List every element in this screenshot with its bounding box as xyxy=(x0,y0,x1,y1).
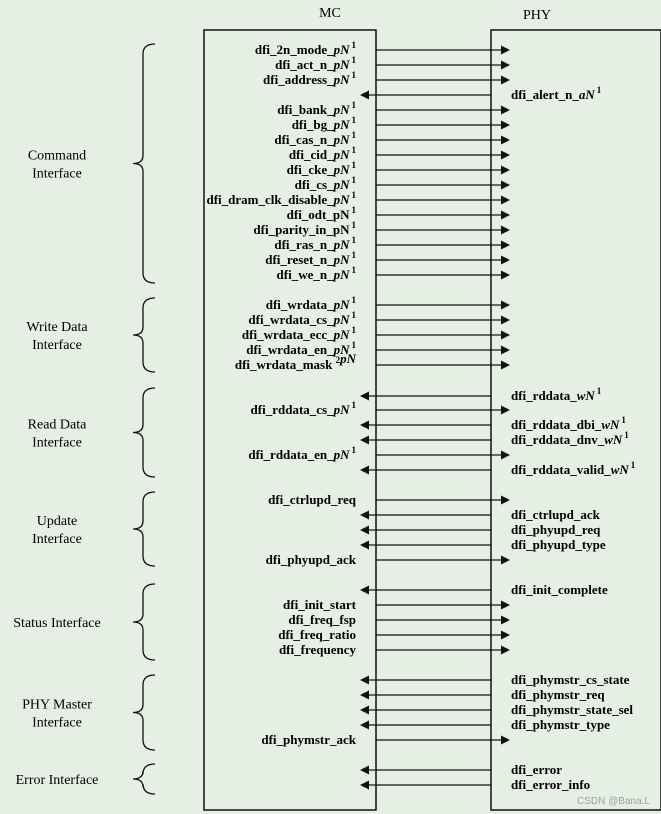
arrow-right-icon xyxy=(501,106,510,115)
signal-label: dfi_parity_in_pN $^1$ xyxy=(253,220,356,237)
signal-label: dfi_phymstr_cs_state xyxy=(511,672,630,687)
signal-label: dfi_ras_n_pN $^1$ xyxy=(274,235,356,252)
group-label: Interface xyxy=(32,435,82,451)
signal-label: dfi_wrdata_ecc_pN $^1$ xyxy=(241,325,356,342)
signal-row xyxy=(246,340,510,357)
group-label: Interface xyxy=(32,338,82,353)
signal-row xyxy=(360,522,601,537)
arrow-right-icon xyxy=(501,256,510,265)
group-label: Write Data xyxy=(26,320,88,335)
signal-row xyxy=(248,310,510,327)
signal-label: dfi_rddata_wN $^1$ xyxy=(511,386,602,403)
arrow-left-icon xyxy=(360,466,369,475)
signal-label: dfi_rddata_cs_pN $^1$ xyxy=(250,400,356,417)
signal-label: dfi_wrdata_en_pN $^1$ xyxy=(246,340,356,357)
group-brace xyxy=(133,388,155,477)
signal-row xyxy=(360,672,630,687)
signal-row xyxy=(360,687,605,702)
signal-label: dfi_cke_pN $^1$ xyxy=(286,160,356,177)
signal-row xyxy=(360,85,602,102)
signal-label: dfi_phyupd_ack xyxy=(265,552,356,567)
signal-row xyxy=(360,717,610,732)
arrow-right-icon xyxy=(501,271,510,280)
group-label: Read Data xyxy=(27,417,87,433)
arrow-left-icon xyxy=(360,541,369,550)
signal-label: dfi_phymstr_ack xyxy=(261,732,356,747)
signal-label: dfi_wrdata_mask $^2$pN xyxy=(234,351,356,372)
signal-label: dfi_frequency xyxy=(278,642,356,657)
arrow-right-icon xyxy=(501,196,510,205)
arrow-right-icon xyxy=(501,601,510,610)
signal-row xyxy=(263,70,510,87)
arrow-right-icon xyxy=(501,361,510,370)
signal-row xyxy=(292,115,510,132)
arrow-right-icon xyxy=(501,496,510,505)
signal-row xyxy=(279,642,510,657)
arrow-right-icon xyxy=(501,406,510,415)
signal-label: dfi_bank_pN $^1$ xyxy=(277,100,356,117)
arrow-left-icon xyxy=(360,721,369,730)
signal-label: dfi_address_pN $^1$ xyxy=(263,70,356,87)
arrow-right-icon xyxy=(501,736,510,745)
signal-row xyxy=(360,537,606,552)
signal-label: dfi_ctrlupd_req xyxy=(268,492,356,507)
signal-row xyxy=(360,415,626,432)
arrow-right-icon xyxy=(501,226,510,235)
arrow-left-icon xyxy=(360,511,369,520)
arrow-right-icon xyxy=(501,61,510,70)
signal-label: dfi_cs_pN $^1$ xyxy=(294,175,356,192)
signal-row xyxy=(287,205,510,222)
signal-label: dfi_phyupd_type xyxy=(511,537,606,552)
arrow-right-icon xyxy=(501,136,510,145)
signal-row xyxy=(274,130,510,147)
arrow-right-icon xyxy=(501,211,510,220)
signal-label: dfi_rddata_en_pN $^1$ xyxy=(248,445,356,462)
signal-row xyxy=(288,612,510,627)
signal-row xyxy=(360,507,601,522)
signal-row xyxy=(255,40,510,57)
arrow-left-icon xyxy=(360,392,369,401)
signal-label: dfi_wrdata_pN $^1$ xyxy=(265,295,356,312)
arrow-right-icon xyxy=(501,331,510,340)
group-label: Command xyxy=(27,148,87,164)
signal-label: dfi_rddata_dbi_wN $^1$ xyxy=(511,415,626,432)
signal-list xyxy=(206,40,635,792)
arrow-right-icon xyxy=(501,151,510,160)
signal-row xyxy=(287,160,510,177)
arrow-left-icon xyxy=(360,781,369,790)
signal-label: dfi_phymstr_type xyxy=(511,717,610,732)
signal-label: dfi_init_complete xyxy=(511,582,608,597)
arrow-right-icon xyxy=(501,556,510,565)
group-label: Interface xyxy=(32,166,82,182)
signal-row xyxy=(274,235,510,252)
arrow-left-icon xyxy=(360,91,369,100)
signal-row xyxy=(277,100,510,117)
group-brace xyxy=(133,44,155,283)
signal-row xyxy=(206,190,510,207)
arrow-right-icon xyxy=(501,631,510,640)
signal-label: dfi_phyupd_req xyxy=(511,522,601,537)
signal-row xyxy=(261,732,510,747)
signal-row xyxy=(360,762,562,777)
arrow-right-icon xyxy=(501,316,510,325)
signal-label: dfi_bg_pN $^1$ xyxy=(291,115,356,132)
signal-row xyxy=(277,265,510,282)
signal-label: dfi_error xyxy=(511,762,563,777)
signal-label: dfi_freq_fsp xyxy=(288,612,356,627)
group-label: Interface xyxy=(32,532,82,547)
group-brace xyxy=(133,298,155,372)
group-label: PHY Master xyxy=(22,697,92,713)
mc-column-label: MC xyxy=(319,6,341,21)
arrow-right-icon xyxy=(501,76,510,85)
signal-label: dfi_cid_pN $^1$ xyxy=(288,145,356,162)
signal-row xyxy=(295,175,510,192)
group-brace xyxy=(133,492,155,566)
signal-row xyxy=(278,627,510,642)
signal-row xyxy=(360,430,629,447)
signal-row xyxy=(266,295,510,312)
arrow-right-icon xyxy=(501,616,510,625)
arrow-left-icon xyxy=(360,526,369,535)
group-brace xyxy=(133,764,155,794)
arrow-right-icon xyxy=(501,46,510,55)
signal-label: dfi_we_n_pN $^1$ xyxy=(276,265,356,282)
signal-label: dfi_2n_mode_pN $^1$ xyxy=(254,40,356,57)
interface-groups xyxy=(13,44,155,794)
signal-label: dfi_phymstr_state_sel xyxy=(511,702,634,717)
signal-label: dfi_odt_pN $^1$ xyxy=(286,205,356,222)
group-label: Error Interface xyxy=(15,773,99,788)
arrow-right-icon xyxy=(501,241,510,250)
phy-column-label: PHY xyxy=(522,8,552,23)
signal-label: dfi_freq_ratio xyxy=(278,627,356,642)
signal-row xyxy=(360,460,636,477)
signal-row xyxy=(248,445,510,462)
group-brace xyxy=(133,675,155,750)
watermark: CSDN @Bana.L xyxy=(577,796,650,807)
signal-row xyxy=(251,400,510,417)
signal-label: dfi_alert_n_aN $^1$ xyxy=(511,85,602,102)
signal-row xyxy=(275,55,510,72)
arrow-left-icon xyxy=(360,706,369,715)
signal-row xyxy=(360,582,608,597)
signal-label: dfi_rddata_dnv_wN $^1$ xyxy=(511,430,629,447)
signal-row xyxy=(266,552,510,567)
arrow-right-icon xyxy=(501,346,510,355)
arrow-left-icon xyxy=(360,421,369,430)
signal-row xyxy=(360,777,590,792)
signal-label: dfi_rddata_valid_wN $^1$ xyxy=(511,460,636,477)
arrow-right-icon xyxy=(501,646,510,655)
signal-label: dfi_wrdata_cs_pN $^1$ xyxy=(248,310,356,327)
signal-label: dfi_reset_n_pN $^1$ xyxy=(265,250,356,267)
group-label: Update xyxy=(36,514,78,529)
signal-label: dfi_cas_n_pN $^1$ xyxy=(274,130,356,147)
signal-row xyxy=(360,386,602,403)
signal-label: dfi_ctrlupd_ack xyxy=(511,507,600,522)
arrow-right-icon xyxy=(501,451,510,460)
arrow-left-icon xyxy=(360,766,369,775)
arrow-right-icon xyxy=(501,121,510,130)
group-brace xyxy=(133,584,155,660)
signal-row xyxy=(289,145,510,162)
arrow-left-icon xyxy=(360,691,369,700)
signal-row xyxy=(360,702,633,717)
arrow-left-icon xyxy=(360,586,369,595)
arrow-left-icon xyxy=(360,436,369,445)
signal-row xyxy=(283,597,510,612)
arrow-right-icon xyxy=(501,166,510,175)
group-label: Status Interface xyxy=(13,616,101,631)
arrow-right-icon xyxy=(501,181,510,190)
signal-label: dfi_dram_clk_disable_pN $^1$ xyxy=(206,190,356,207)
signal-row xyxy=(265,250,510,267)
group-label: Interface xyxy=(32,715,82,731)
signal-label: dfi_init_start xyxy=(283,597,356,612)
signal-row xyxy=(253,220,510,237)
arrow-right-icon xyxy=(501,301,510,310)
arrow-left-icon xyxy=(360,676,369,685)
signal-label: dfi_phymstr_req xyxy=(511,687,605,702)
signal-label: dfi_error_info xyxy=(511,777,591,792)
signal-label: dfi_act_n_pN $^1$ xyxy=(275,55,356,72)
signal-row xyxy=(268,492,510,507)
